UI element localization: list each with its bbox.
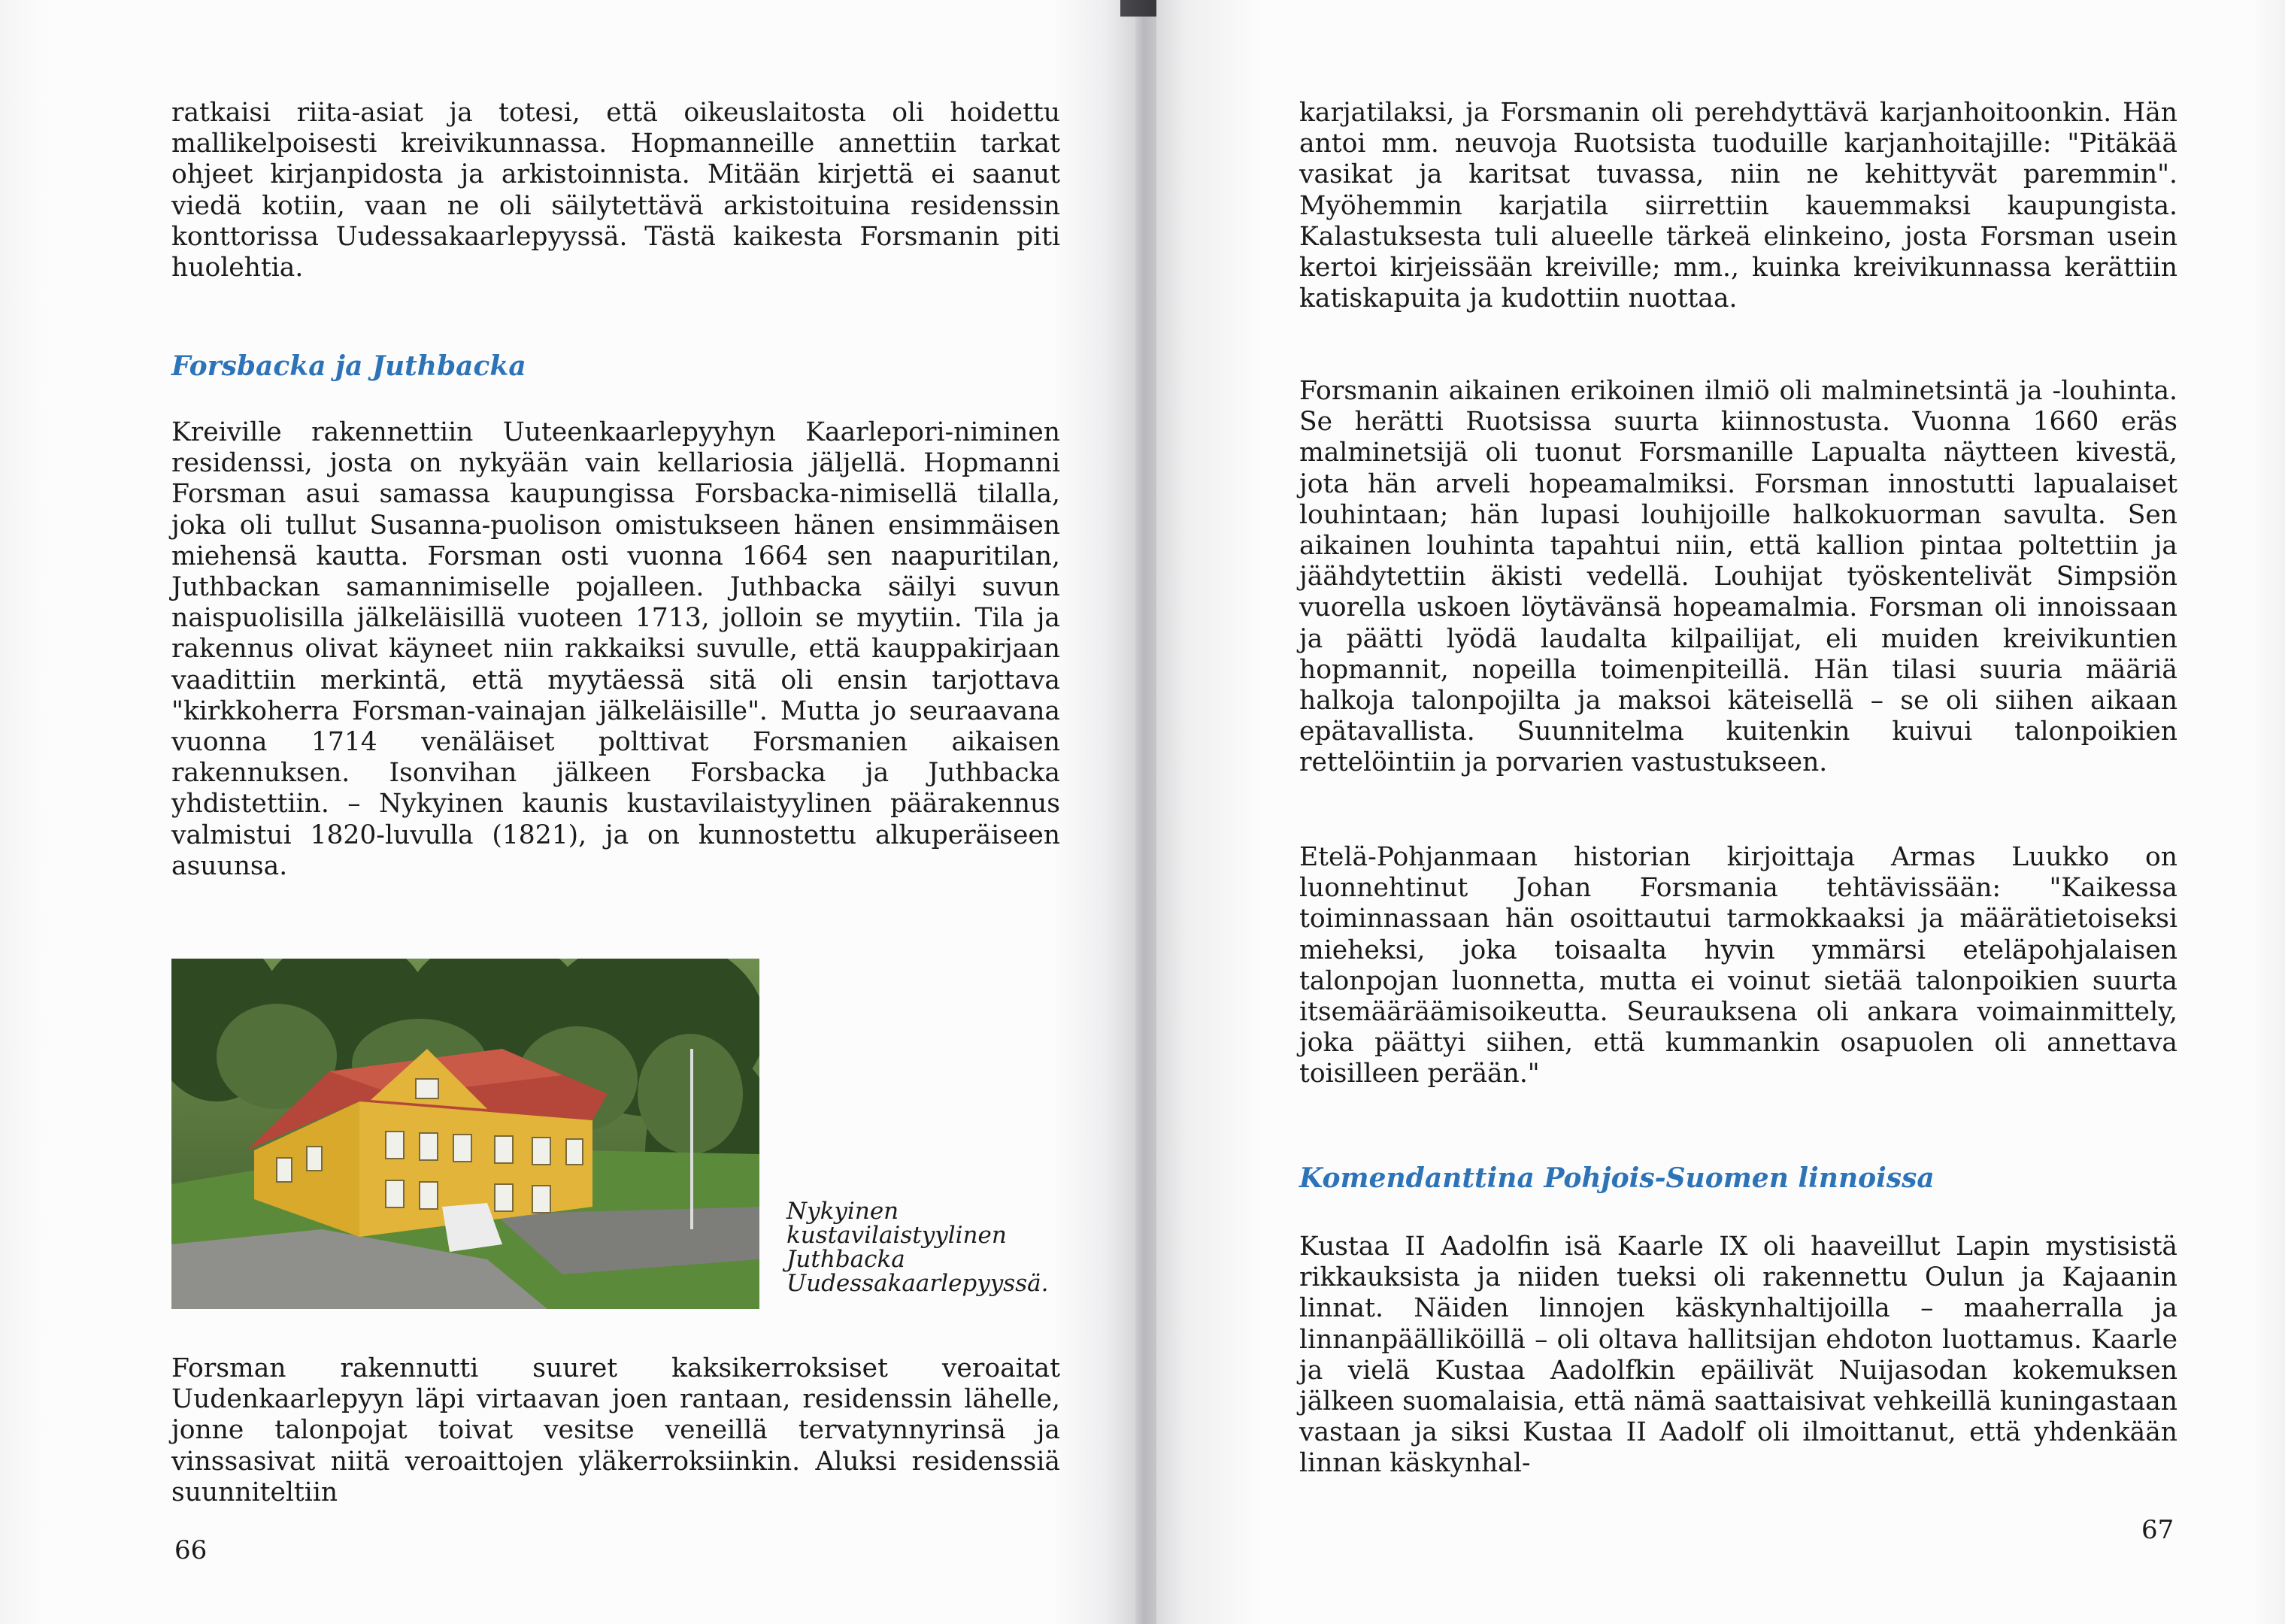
- right-paragraph-4: Kustaa II Aadolfin isä Kaarle IX oli haaveillut Lapin mystisistä rikkauksista ja niiden tueksi oli rakennettu Oulun ja Kajaanin linnat. Näiden linnojen käskynhaltijoilla – maaherralla ja linnanpäälliköillä – oli oltava hallitsijan ehdoton luottamus. Kaarle ja vielä Kustaa Aadolfkin epäilivät Nuijasodan kokemuksen jälkeen suomalaisia, että nämä saattaisivat vehkeillä kuningastaan vastaan ja siksi Kustaa II Aadolf oli ilmoittanut, että yhdenkään linnan käskynhal-: [1299, 1232, 2177, 1479]
- caption-line: Juthbacka: [786, 1246, 905, 1273]
- caption-line: Nykyinen: [786, 1198, 899, 1225]
- right-paragraph-1: karjatilaksi, ja Forsmanin oli perehdyttävä karjanhoitoonkin. Hän antoi mm. neuvoja Ruotsista tuoduille karjanhoitajille: "Pitäkää vasikat ja karitsat tuvassa, niin ne kehittyvät paremmin". Myöhemmin karjatila siirrettiin kauemmaksi kaupungista. Kalastuksesta tuli alueelle tärkeä elinkeino, josta Forsman usein kertoi kirjeissään kreiville; mm., kuinka kreivikunnassa kerättiin katiskapuita ja kudottiin nuottaa.: [1299, 98, 2177, 314]
- photo-caption: [786, 1199, 1057, 1295]
- right-page: [1156, 0, 2285, 1624]
- right-paragraph-3: Etelä-Pohjanmaan historian kirjoittaja Armas Luukko on luonnehtinut Johan Forsmania tehtävissään: "Kaikessa toiminnassaan hän osoittautui tarmokkaaksi ja määrätietoiseksi mieheksi, joka toisaalta hyvin ymmärsi eteläpohjalaisen talonpojan luonnetta, mutta ei voinut sietää talonpoikien suurta itsemääräämisoikeutta. Seurauksena oli ankara voimainmittely, joka päättyi siihen, että kummankin osapuolen oli annettava toisilleen perään.": [1299, 842, 2177, 1089]
- page-number-right: 67: [2141, 1515, 2174, 1545]
- left-paragraph-3: Forsman rakennutti suuret kaksikerroksiset veroaitat Uudenkaarlepyyn läpi virtaavan joen rantaan, residenssin lähelle, jonne talonpojat toivat vesitse veneillä tervatynnyrinsä ja vinssasivat niitä veroaittojen yläkerroksiinkin. Aluksi residenssiä suunniteltiin: [171, 1353, 1060, 1507]
- right-paragraph-2: Forsmanin aikainen erikoinen ilmiö oli malminetsintä ja -louhinta. Se herätti Ruotsissa suurta kiinnostusta. Vuonna 1660 eräs malminetsijä oli tuonut Forsmanille Lapualta näytteen kivestä, jota hän arveli hopeamalmiksi. Forsman innostutti lapualaiset louhintaan; hän lupasi louhijoille halkokuorman savulta. Sen aikainen louhinta tapahtui niin, että kallion pintaa poltettiin ja jäähdytettiin äkisti vedellä. Louhijat työskentelivät Simpsiön vuorella uskoen löytävänsä hopeamalmia. Forsman oli innoissaan ja päätti lyödä laudalta kilpailijat, eli muiden kreivikuntien hopmannit, nopeilla toimenpiteillä. Hän tilasi suuria määriä halkoja talonpojilta ja maksoi käteisellä – se oli siihen aikaan epätavallista. Suunnitelma kuitenkin kuivui talonpoikien rettelöintiin ja porvarien vastustukseen.: [1299, 376, 2177, 778]
- left-paragraph-1: ratkaisi riita-asiat ja totesi, että oikeuslaitosta oli hoidettu mallikelpoisesti kreivikunnassa. Hopmanneille annettiin tarkat ohjeet kirjanpidosta ja arkistoinnista. Mitään kirjettä ei saanut viedä kotiin, vaan ne oli säilytettävä arkistoituina residenssin konttorissa Uudessakaarlepyyssä. Tästä kaikesta Forsmanin piti huolehtia.: [171, 98, 1060, 283]
- left-paragraph-2: Kreiville rakennettiin Uuteenkaarlepyyhyn Kaarlepori-niminen residenssi, josta on nykyään vain kellariosia jäljellä. Hopmanni Forsman asui samassa kaupungissa Forsbacka-nimisellä tilalla, joka oli tullut Susanna-puolison omistukseen hänen ensimmäisen miehensä kautta. Forsman osti vuonna 1664 sen naapuritilan, Juthbackan samannimiselle pojalleen. Juthbacka säilyi suvun naispuolisilla jälkeläisillä vuoteen 1713, jolloin se myytiin. Tila ja rakennus olivat käyneet niin rakkaiksi suvulle, että kauppakirjaan vaadittiin merkintä, että myytäessä sitä oli ensin tarjottava "kirkkoherra Forsman-vainajan jälkeläisille". Mutta jo seuraavana vuonna 1714 venäläiset polttivat Forsmanien aikaisen rakennuksen. Isonvihan jälkeen Forsbacka ja Juthbacka yhdistettiin. – Nykyinen kaunis kustavilaistyylinen päärakennus valmistui 1820-luvulla (1821), ja on kunnostettu alkuperäiseen asuunsa.: [171, 417, 1060, 881]
- left-page: [0, 0, 1135, 1624]
- page-number-left: 66: [174, 1535, 208, 1565]
- section-heading-forsbacka: Forsbacka ja Juthbacka: [171, 350, 526, 382]
- caption-line: kustavilaistyylinen: [786, 1222, 1007, 1249]
- book-gutter: [1135, 0, 1156, 1624]
- manor-house-image: [171, 959, 759, 1309]
- section-heading-komendanttina: Komendanttina Pohjois-Suomen linnoissa: [1299, 1162, 1935, 1194]
- caption-line: Uudessakaarlepyyssä.: [786, 1270, 1049, 1297]
- juthbacka-photo: [171, 959, 759, 1309]
